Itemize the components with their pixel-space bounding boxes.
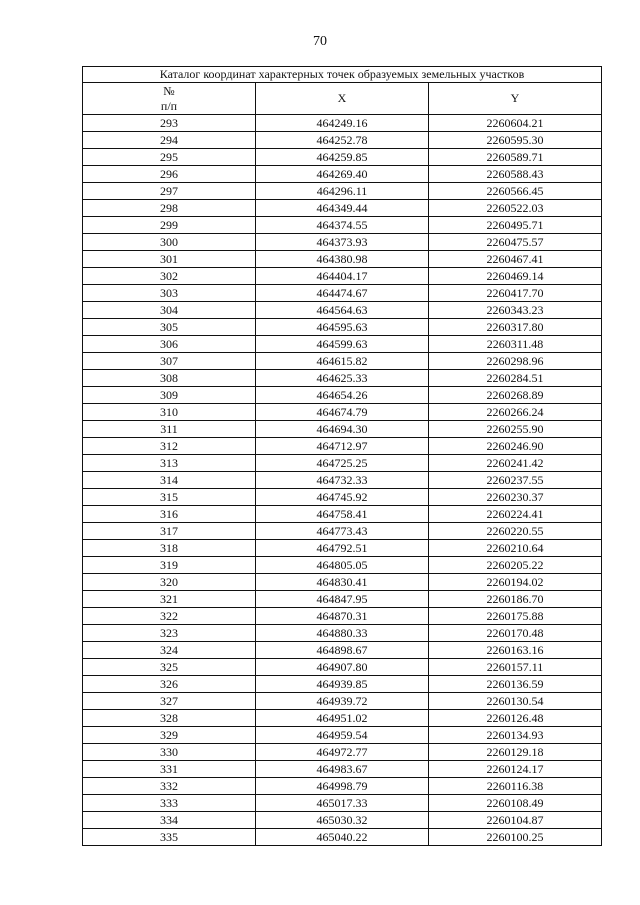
table-row bbox=[83, 234, 602, 251]
point-number-cell: 334 bbox=[83, 812, 256, 829]
x-coordinate-cell: 464625.33 bbox=[256, 370, 429, 387]
table-row bbox=[83, 506, 602, 523]
table-row bbox=[83, 217, 602, 234]
table-row bbox=[83, 455, 602, 472]
point-number-cell: 300 bbox=[83, 234, 256, 251]
x-coordinate-cell: 464939.85 bbox=[256, 676, 429, 693]
y-coordinate-cell: 2260220.55 bbox=[429, 523, 602, 540]
point-number-cell: 312 bbox=[83, 438, 256, 455]
table-row bbox=[83, 625, 602, 642]
y-coordinate-cell: 2260467.41 bbox=[429, 251, 602, 268]
x-coordinate-cell: 465030.32 bbox=[256, 812, 429, 829]
y-coordinate-cell: 2260246.90 bbox=[429, 438, 602, 455]
x-coordinate-cell: 464259.85 bbox=[256, 149, 429, 166]
x-coordinate-cell: 464694.30 bbox=[256, 421, 429, 438]
y-coordinate-cell: 2260124.17 bbox=[429, 761, 602, 778]
table-row bbox=[83, 404, 602, 421]
table-row bbox=[83, 489, 602, 506]
y-coordinate-cell: 2260475.57 bbox=[429, 234, 602, 251]
table-row bbox=[83, 251, 602, 268]
table-caption: Каталог координат характерных точек образуемых земельных участков bbox=[83, 67, 602, 83]
table-row bbox=[83, 319, 602, 336]
table-row bbox=[83, 370, 602, 387]
table-row bbox=[83, 710, 602, 727]
point-number-cell: 330 bbox=[83, 744, 256, 761]
point-number-cell: 301 bbox=[83, 251, 256, 268]
point-number-cell: 328 bbox=[83, 710, 256, 727]
x-coordinate-cell: 464745.92 bbox=[256, 489, 429, 506]
table-row bbox=[83, 200, 602, 217]
y-coordinate-cell: 2260230.37 bbox=[429, 489, 602, 506]
point-number-cell: 320 bbox=[83, 574, 256, 591]
y-coordinate-cell: 2260134.93 bbox=[429, 727, 602, 744]
point-number-cell: 317 bbox=[83, 523, 256, 540]
table-row bbox=[83, 166, 602, 183]
point-number-cell: 325 bbox=[83, 659, 256, 676]
point-number-cell: 332 bbox=[83, 778, 256, 795]
y-coordinate-cell: 2260194.02 bbox=[429, 574, 602, 591]
table-row bbox=[83, 608, 602, 625]
page-number: 70 bbox=[313, 34, 327, 49]
table-row bbox=[83, 472, 602, 489]
x-coordinate-cell: 464959.54 bbox=[256, 727, 429, 744]
table-row bbox=[83, 812, 602, 829]
column-header-number-sign: № bbox=[163, 83, 175, 98]
table-row bbox=[83, 574, 602, 591]
point-number-cell: 293 bbox=[83, 115, 256, 132]
table-row bbox=[83, 302, 602, 319]
table-row bbox=[83, 336, 602, 353]
table-row bbox=[83, 761, 602, 778]
y-coordinate-cell: 2260469.14 bbox=[429, 268, 602, 285]
table-row bbox=[83, 149, 602, 166]
point-number-cell: 329 bbox=[83, 727, 256, 744]
y-coordinate-cell: 2260317.80 bbox=[429, 319, 602, 336]
column-header-x: X bbox=[256, 83, 429, 115]
y-coordinate-cell: 2260205.22 bbox=[429, 557, 602, 574]
y-coordinate-cell: 2260522.03 bbox=[429, 200, 602, 217]
table-row bbox=[83, 778, 602, 795]
x-coordinate-cell: 464615.82 bbox=[256, 353, 429, 370]
y-coordinate-cell: 2260266.24 bbox=[429, 404, 602, 421]
y-coordinate-cell: 2260284.51 bbox=[429, 370, 602, 387]
y-coordinate-cell: 2260210.64 bbox=[429, 540, 602, 557]
x-coordinate-cell: 464252.78 bbox=[256, 132, 429, 149]
table-row bbox=[83, 285, 602, 302]
x-coordinate-cell: 464296.11 bbox=[256, 183, 429, 200]
table-row bbox=[83, 795, 602, 812]
y-coordinate-cell: 2260100.25 bbox=[429, 829, 602, 846]
y-coordinate-cell: 2260104.87 bbox=[429, 812, 602, 829]
point-number-cell: 310 bbox=[83, 404, 256, 421]
table-header-row bbox=[83, 83, 602, 115]
x-coordinate-cell: 464349.44 bbox=[256, 200, 429, 217]
point-number-cell: 311 bbox=[83, 421, 256, 438]
x-coordinate-cell: 464732.33 bbox=[256, 472, 429, 489]
y-coordinate-cell: 2260170.48 bbox=[429, 625, 602, 642]
table-row bbox=[83, 421, 602, 438]
x-coordinate-cell: 464847.95 bbox=[256, 591, 429, 608]
point-number-cell: 306 bbox=[83, 336, 256, 353]
x-coordinate-cell: 464792.51 bbox=[256, 540, 429, 557]
y-coordinate-cell: 2260157.11 bbox=[429, 659, 602, 676]
x-coordinate-cell: 464674.79 bbox=[256, 404, 429, 421]
table-row bbox=[83, 438, 602, 455]
point-number-cell: 299 bbox=[83, 217, 256, 234]
x-coordinate-cell: 464374.55 bbox=[256, 217, 429, 234]
x-coordinate-cell: 464595.63 bbox=[256, 319, 429, 336]
x-coordinate-cell: 464758.41 bbox=[256, 506, 429, 523]
point-number-cell: 319 bbox=[83, 557, 256, 574]
y-coordinate-cell: 2260136.59 bbox=[429, 676, 602, 693]
x-coordinate-cell: 464870.31 bbox=[256, 608, 429, 625]
x-coordinate-cell: 464599.63 bbox=[256, 336, 429, 353]
y-coordinate-cell: 2260175.88 bbox=[429, 608, 602, 625]
y-coordinate-cell: 2260417.70 bbox=[429, 285, 602, 302]
y-coordinate-cell: 2260186.70 bbox=[429, 591, 602, 608]
column-header-number-abbr: п/п bbox=[160, 98, 178, 113]
table-row bbox=[83, 540, 602, 557]
y-coordinate-cell: 2260495.71 bbox=[429, 217, 602, 234]
point-number-cell: 324 bbox=[83, 642, 256, 659]
x-coordinate-cell: 464725.25 bbox=[256, 455, 429, 472]
point-number-cell: 298 bbox=[83, 200, 256, 217]
point-number-cell: 318 bbox=[83, 540, 256, 557]
x-coordinate-cell: 464380.98 bbox=[256, 251, 429, 268]
point-number-cell: 307 bbox=[83, 353, 256, 370]
point-number-cell: 294 bbox=[83, 132, 256, 149]
x-coordinate-cell: 464880.33 bbox=[256, 625, 429, 642]
y-coordinate-cell: 2260163.16 bbox=[429, 642, 602, 659]
table-row bbox=[83, 642, 602, 659]
x-coordinate-cell: 464998.79 bbox=[256, 778, 429, 795]
x-coordinate-cell: 464907.80 bbox=[256, 659, 429, 676]
column-header-number bbox=[83, 83, 256, 115]
point-number-cell: 326 bbox=[83, 676, 256, 693]
coordinate-catalog-table bbox=[82, 66, 602, 846]
y-coordinate-cell: 2260255.90 bbox=[429, 421, 602, 438]
point-number-cell: 323 bbox=[83, 625, 256, 642]
table-row bbox=[83, 744, 602, 761]
table-row bbox=[83, 676, 602, 693]
point-number-cell: 331 bbox=[83, 761, 256, 778]
table-row bbox=[83, 693, 602, 710]
x-coordinate-cell: 464773.43 bbox=[256, 523, 429, 540]
table-row bbox=[83, 387, 602, 404]
point-number-cell: 314 bbox=[83, 472, 256, 489]
y-coordinate-cell: 2260237.55 bbox=[429, 472, 602, 489]
table-row bbox=[83, 659, 602, 676]
point-number-cell: 335 bbox=[83, 829, 256, 846]
y-coordinate-cell: 2260241.42 bbox=[429, 455, 602, 472]
x-coordinate-cell: 464972.77 bbox=[256, 744, 429, 761]
point-number-cell: 316 bbox=[83, 506, 256, 523]
table-row bbox=[83, 557, 602, 574]
x-coordinate-cell: 464983.67 bbox=[256, 761, 429, 778]
column-header-y: Y bbox=[429, 83, 602, 115]
y-coordinate-cell: 2260589.71 bbox=[429, 149, 602, 166]
x-coordinate-cell: 464373.93 bbox=[256, 234, 429, 251]
y-coordinate-cell: 2260311.48 bbox=[429, 336, 602, 353]
y-coordinate-cell: 2260130.54 bbox=[429, 693, 602, 710]
point-number-cell: 297 bbox=[83, 183, 256, 200]
point-number-cell: 305 bbox=[83, 319, 256, 336]
table-caption-row bbox=[83, 67, 602, 83]
point-number-cell: 308 bbox=[83, 370, 256, 387]
point-number-cell: 327 bbox=[83, 693, 256, 710]
y-coordinate-cell: 2260604.21 bbox=[429, 115, 602, 132]
x-coordinate-cell: 464898.67 bbox=[256, 642, 429, 659]
point-number-cell: 302 bbox=[83, 268, 256, 285]
table-row bbox=[83, 727, 602, 744]
y-coordinate-cell: 2260268.89 bbox=[429, 387, 602, 404]
x-coordinate-cell: 464712.97 bbox=[256, 438, 429, 455]
x-coordinate-cell: 464474.67 bbox=[256, 285, 429, 302]
table-row bbox=[83, 115, 602, 132]
y-coordinate-cell: 2260129.18 bbox=[429, 744, 602, 761]
x-coordinate-cell: 464654.26 bbox=[256, 387, 429, 404]
x-coordinate-cell: 464939.72 bbox=[256, 693, 429, 710]
table-body bbox=[83, 115, 602, 846]
table-row bbox=[83, 523, 602, 540]
point-number-cell: 303 bbox=[83, 285, 256, 302]
y-coordinate-cell: 2260108.49 bbox=[429, 795, 602, 812]
point-number-cell: 295 bbox=[83, 149, 256, 166]
x-coordinate-cell: 464564.63 bbox=[256, 302, 429, 319]
x-coordinate-cell: 464404.17 bbox=[256, 268, 429, 285]
point-number-cell: 304 bbox=[83, 302, 256, 319]
y-coordinate-cell: 2260566.45 bbox=[429, 183, 602, 200]
y-coordinate-cell: 2260343.23 bbox=[429, 302, 602, 319]
table-row bbox=[83, 829, 602, 846]
table-row bbox=[83, 591, 602, 608]
x-coordinate-cell: 465017.33 bbox=[256, 795, 429, 812]
x-coordinate-cell: 464269.40 bbox=[256, 166, 429, 183]
point-number-cell: 321 bbox=[83, 591, 256, 608]
x-coordinate-cell: 464830.41 bbox=[256, 574, 429, 591]
table-row bbox=[83, 132, 602, 149]
y-coordinate-cell: 2260588.43 bbox=[429, 166, 602, 183]
x-coordinate-cell: 464951.02 bbox=[256, 710, 429, 727]
point-number-cell: 296 bbox=[83, 166, 256, 183]
x-coordinate-cell: 465040.22 bbox=[256, 829, 429, 846]
table-row bbox=[83, 353, 602, 370]
point-number-cell: 322 bbox=[83, 608, 256, 625]
y-coordinate-cell: 2260116.38 bbox=[429, 778, 602, 795]
y-coordinate-cell: 2260595.30 bbox=[429, 132, 602, 149]
table-row bbox=[83, 183, 602, 200]
y-coordinate-cell: 2260224.41 bbox=[429, 506, 602, 523]
x-coordinate-cell: 464249.16 bbox=[256, 115, 429, 132]
y-coordinate-cell: 2260298.96 bbox=[429, 353, 602, 370]
point-number-cell: 313 bbox=[83, 455, 256, 472]
point-number-cell: 315 bbox=[83, 489, 256, 506]
point-number-cell: 309 bbox=[83, 387, 256, 404]
x-coordinate-cell: 464805.05 bbox=[256, 557, 429, 574]
point-number-cell: 333 bbox=[83, 795, 256, 812]
y-coordinate-cell: 2260126.48 bbox=[429, 710, 602, 727]
table-row bbox=[83, 268, 602, 285]
